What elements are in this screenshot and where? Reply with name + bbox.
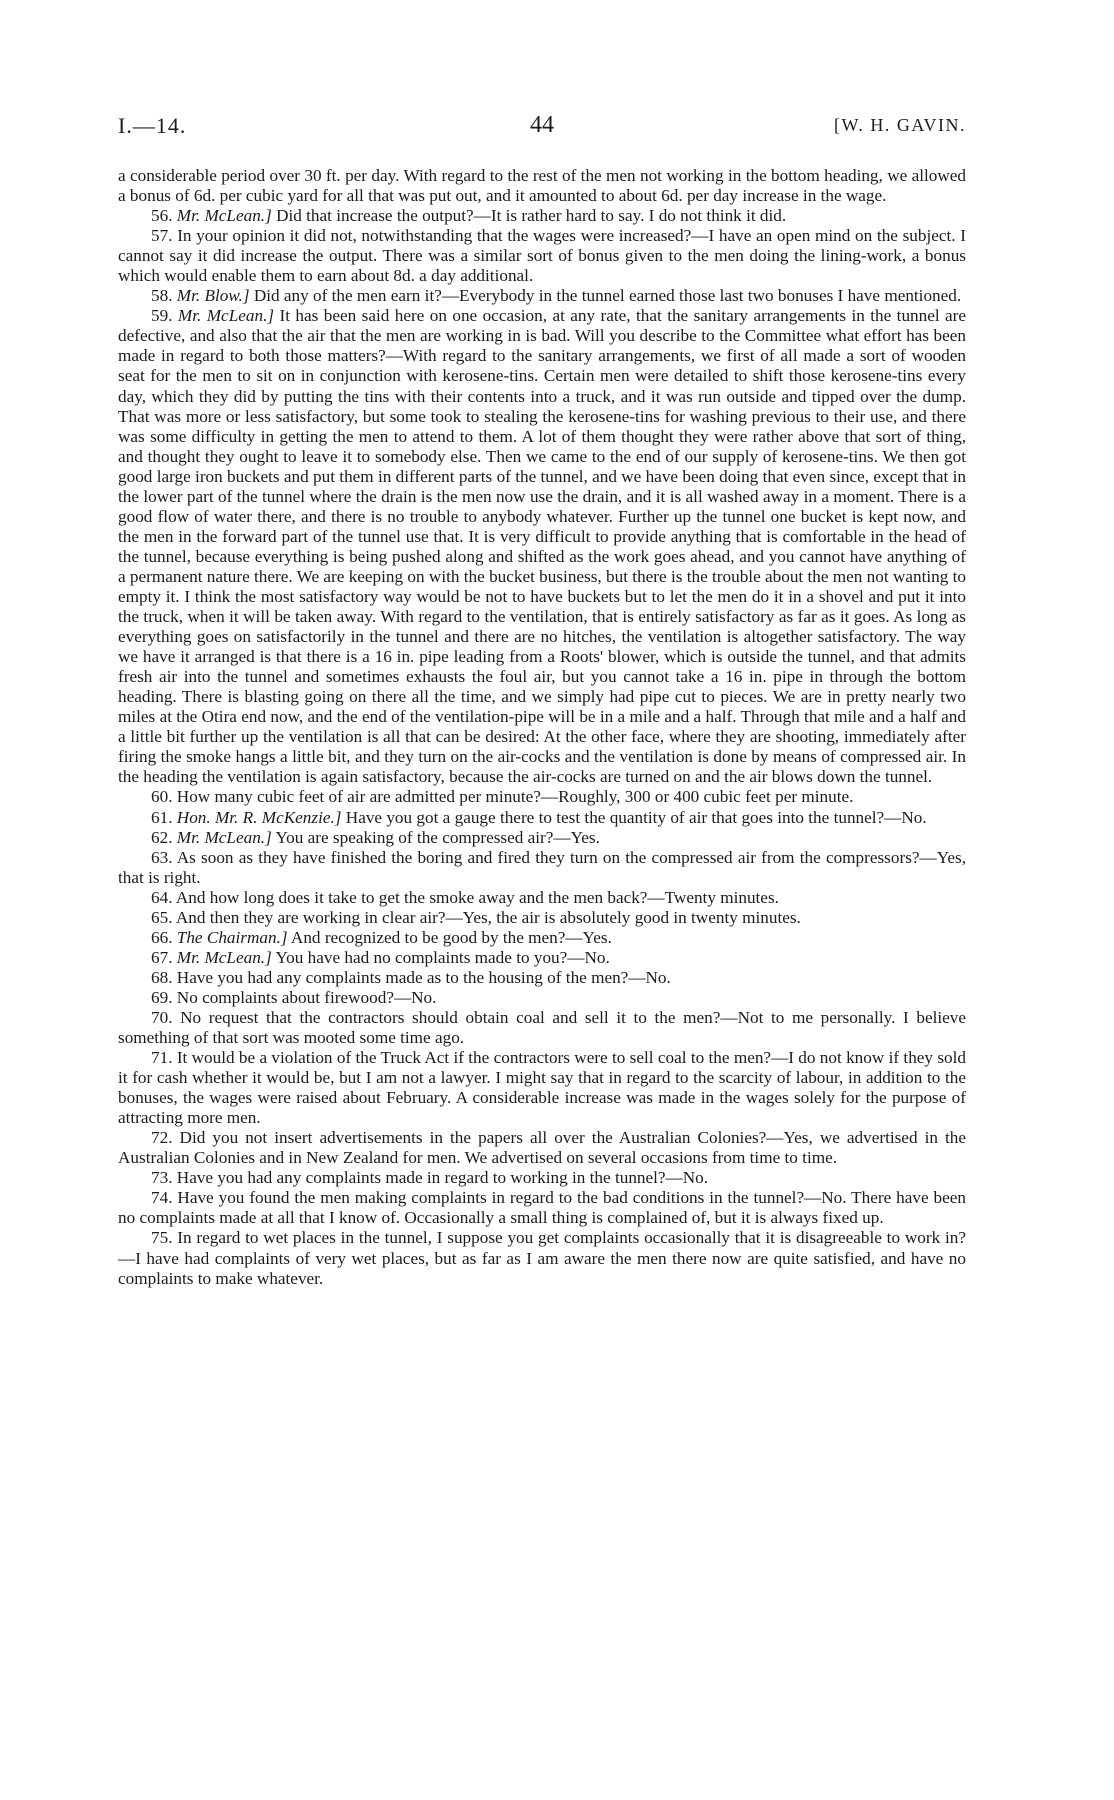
question-66: 66. The Chairman.] And recognized to be good by the men?—Yes. xyxy=(151,927,612,947)
question-68: 68. Have you had any complaints made as to the housing of the men?—No. xyxy=(151,967,671,987)
question-67: 67. Mr. McLean.] You have had no complaints made to you?—No. xyxy=(151,947,610,967)
question-73: 73. Have you had any complaints made in regard to working in the tunnel?—No. xyxy=(151,1168,709,1188)
question-71: 71. It would be a violation of the Truck Act if the contractors were to sell coal to the men?—I do not know if they sold it for cash whether it would be, but I am not a lawyer. I might say that in regard to the scarcity of labour, in addition to the bonuses, the wages were raised about February. A considerable increase was made in the wages solely for the purpose of attracting more men. xyxy=(118,1048,966,1128)
continuation-paragraph: a considerable period over 30 ft. per day. With regard to the rest of the men not working in the bottom heading, we allowed a bonus of 6d. per cubic yard for all that was put out, and it amounted to about 6d. per day increase in the wage. xyxy=(118,166,966,206)
question-62: 62. Mr. McLean.] You are speaking of the compressed air?—Yes. xyxy=(151,827,600,847)
speaker: The Chairman.] xyxy=(176,927,288,947)
paper-reference: I.—14. xyxy=(118,113,187,138)
evidence-text xyxy=(118,166,966,1289)
question-64: 64. And how long does it take to get the smoke away and the men back?—Twenty minutes. xyxy=(151,887,779,907)
speaker: Mr. McLean.] xyxy=(176,947,272,967)
witness-name: [W. H. GAVIN. xyxy=(834,115,966,135)
question-57: 57. In your opinion it did not, notwithstanding that the wages were increased?—I have an open mind on the subject. I cannot say it did increase the output. There was a similar sort of bonus given to the men doing the lining-work, a bonus which would enable them to earn about 8d. a day additional. xyxy=(118,226,966,286)
question-70: 70. No request that the contractors should obtain coal and sell it to the men?—Not to me personally. I believe something of that sort was mooted some time ago. xyxy=(118,1007,967,1048)
question-75: 75. In regard to wet places in the tunnel, I suppose you get complaints occasionally that it is disagreeable to work in?—I have had complaints of very wet places, but as far as I am aware the men there now are quite satisfied, and have no complaints to make whatever. xyxy=(118,1228,966,1288)
question-56: 56. Mr. McLean.] Did that increase the output?—It is rather hard to say. I do not think it did. xyxy=(151,206,787,226)
question-61: 61. Hon. Mr. R. McKenzie.] Have you got a gauge there to test the quantity of air that goes into the tunnel?—No. xyxy=(151,807,927,827)
speaker: Mr. McLean.] xyxy=(176,827,272,847)
question-59: 59. Mr. McLean.] It has been said here on one occasion, at any rate, that the sanitary arrangements in the tunnel are defective, and also that the air that the men are working in is bad. Will you describe to the Committee what effort has been made in regard to both those matters?—With regard to the sanitary arrangements, we first of all made a sort of wooden seat for the men to sit on in conjunction with kerosene-tins. Certain men were detailed to shift those kerosene-tins every day, which they did by putting the tins with their contents into a truck, and it was run outside and tipped over the dump. That was more or less satisfactory, but some took to stealing the kerosene-tins for washing previous to their use, and there was some difficulty in getting the men to attend to them. A lot of them thought they were rather above that sort of thing, and thought they ought to leave it to somebody else. Then we came to the end of our supply of kerosene-tins. We then got good large iron buckets and put them in different parts of the tunnel, and we have been doing that even since, except that in the lower part of the tunnel where the drain is the men now use the drain, and it is all washed away in a moment. There is a good flow of water there, and there is no trouble to anybody whatever. Further up the tunnel one bucket is kept now, and the men in the forward part of the tunnel use that. It is very difficult to provide anything that is comfortable in the head of the tunnel, because everything is being pushed along and shifted as the work goes ahead, and you cannot have anything of a permanent nature there. We are keeping on with the bucket business, but there is the trouble about the men not wanting to empty it. I think the most satisfactory way would be not to have buckets but to let the men do it in a shovel and put it into the truck, when it will be taken away. With regard to the ventilation, that is entirely satisfactory as far as it goes. As long as everything goes on satisfactorily in the tunnel and there are no hitches, the ventilation is altogether satisfactory. The way we have it arranged is that there is a 16 in. pipe leading from a Roots' blower, which is outside the tunnel, and that admits fresh air into the tunnel and sometimes exhausts the foul air, but you cannot take a 16 in. pipe in through the bottom heading. There is blasting going on there all the time, and we simply had pipe cut to pieces. We are in pretty nearly two miles at the Otira end now, and the end of the ventilation-pipe will be in a mile and a half. Through that mile and a half and a little bit further up the ventilation is all that can be desired: At the other face, where they are shooting, immediately after firing the smoke hangs a little bit, and they turn on the air-cocks and the ventilation is done by means of compressed air. In the heading the ventilation is again satisfactory, because the air-cocks are turned on and the air blows down the tunnel. xyxy=(118,306,967,787)
question-65: 65. And then they are working in clear air?—Yes, the air is absolutely good in twenty minutes. xyxy=(151,907,801,927)
question-72: 72. Did you not insert advertisements in the papers all over the Australian Colonies?—Yes, we advertised in the Australian Colonies and in New Zealand for men. We advertised on several occasions from time to time. xyxy=(118,1128,967,1168)
question-69: 69. No complaints about firewood?—No. xyxy=(151,987,437,1007)
question-74: 74. Have you found the men making complaints in regard to the bad conditions in the tunnel?—No. There have been no complaints made at all that I know of. Occasionally a small thing is complained of, but it is always fixed up. xyxy=(118,1188,966,1228)
question-58: 58. Mr. Blow.] Did any of the men earn it?—Everybody in the tunnel earned those last two bonuses I have mentioned. xyxy=(151,286,962,306)
question-63: 63. As soon as they have finished the boring and fired they turn on the compressed air from the compressors?—Yes, that is right. xyxy=(118,847,966,887)
speaker: Mr. McLean.] xyxy=(177,306,275,326)
speaker: Mr. Blow.] xyxy=(176,286,250,306)
speaker: Hon. Mr. R. McKenzie.] xyxy=(176,807,342,827)
page-number: 44 xyxy=(530,112,554,138)
speaker: Mr. McLean.] xyxy=(176,206,272,226)
question-60: 60. How many cubic feet of air are admitted per minute?—Roughly, 300 or 400 cubic feet per minute. xyxy=(151,787,854,807)
page-header xyxy=(118,0,966,160)
